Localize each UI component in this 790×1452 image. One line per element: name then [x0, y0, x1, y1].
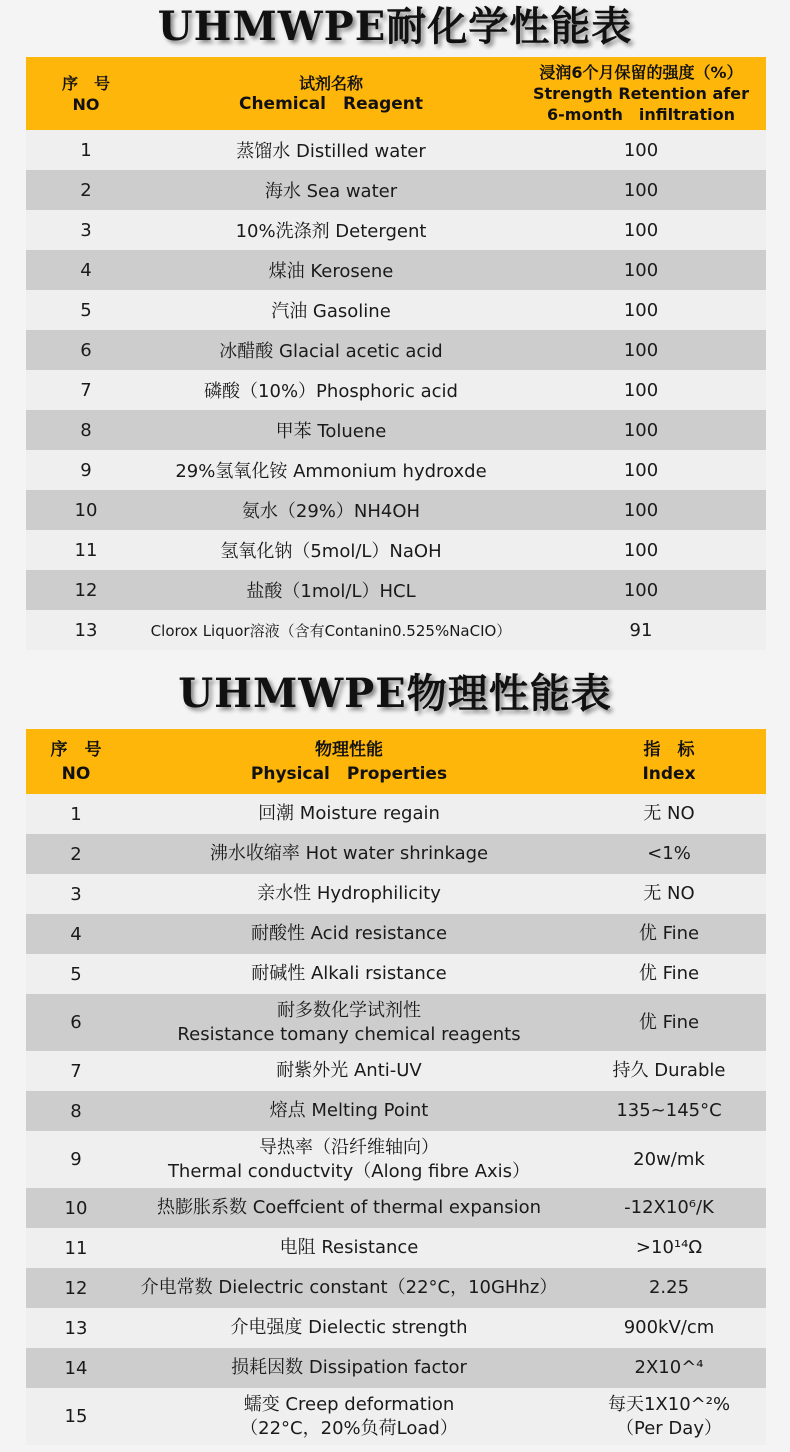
row-number: 10 — [64, 1197, 88, 1219]
row-number: 14 — [64, 1357, 88, 1379]
property-name-line1: 介电常数 Dielectric constant（22°C，10GHhz） — [140, 1277, 558, 1298]
row-number: 4 — [80, 259, 92, 281]
header-property-en: Physical Properties — [250, 763, 448, 784]
row-number: 9 — [70, 1149, 82, 1170]
table-row — [26, 410, 766, 450]
index-value — [572, 1099, 766, 1123]
property-name — [126, 1393, 572, 1441]
header-retention-line1: 浸润6个月保留的强度（%） — [539, 63, 743, 82]
row-number: 3 — [80, 219, 92, 241]
table-body — [26, 130, 766, 650]
index-value — [572, 882, 766, 906]
property-name — [126, 1356, 572, 1380]
index-value — [572, 842, 766, 866]
header-no — [26, 738, 126, 786]
reagent-name: 汽油 Gasoline — [271, 301, 391, 322]
header-retention-line3: 6-month infiltration — [547, 105, 735, 124]
table-row — [26, 170, 766, 210]
property-name — [126, 1276, 572, 1300]
row-number: 15 — [64, 1406, 88, 1427]
row-number: 5 — [80, 299, 92, 321]
table-row — [26, 834, 766, 874]
property-name — [126, 1136, 572, 1184]
index-value — [572, 922, 766, 946]
row-number: 7 — [70, 1060, 82, 1082]
retention-value: 100 — [623, 339, 659, 361]
reagent-name: Clorox Liquor溶液（含有Contanin0.525%NaCIO） — [150, 621, 512, 640]
index-value — [572, 1011, 766, 1035]
reagent-name: 海水 Sea water — [264, 181, 398, 202]
row-number: 11 — [74, 539, 98, 561]
property-name — [126, 882, 572, 906]
property-name — [126, 802, 572, 826]
retention-value: 100 — [623, 179, 659, 201]
index-value-line1: 优 Fine — [638, 923, 700, 944]
property-name — [126, 1196, 572, 1220]
header-index-cn: 指 标 — [643, 739, 695, 760]
header-retention — [516, 62, 766, 125]
table-row — [26, 130, 766, 170]
property-name-line1: 耐碱性 Alkali rsistance — [251, 963, 447, 984]
row-number: 4 — [70, 923, 82, 945]
index-value — [572, 1393, 766, 1441]
reagent-name: 冰醋酸 Glacial acetic acid — [219, 341, 443, 362]
row-number: 3 — [70, 883, 82, 905]
physical-table-title: UHMWPE物理性能表 — [178, 670, 612, 717]
property-name-line1: 耐多数化学试剂性 — [277, 999, 421, 1021]
table-row — [26, 530, 766, 570]
index-value — [572, 962, 766, 986]
header-no-cn: 序 号 — [50, 739, 102, 760]
header-no-en: NO — [72, 94, 100, 114]
table-row — [26, 1131, 766, 1188]
table-row — [26, 250, 766, 290]
index-value — [572, 1196, 766, 1220]
table-row — [26, 914, 766, 954]
property-name — [126, 999, 572, 1047]
table-row — [26, 1348, 766, 1388]
table-row — [26, 994, 766, 1051]
table-row — [26, 610, 766, 650]
table-row — [26, 1308, 766, 1348]
property-name-line1: 介电强度 Dielectic strength — [230, 1317, 468, 1338]
property-name-line2: Thermal conductvity（Along fibre Axis） — [167, 1160, 531, 1182]
property-name-line1: 损耗因数 Dissipation factor — [231, 1357, 467, 1378]
property-name — [126, 962, 572, 986]
header-index-en: Index — [642, 763, 696, 784]
index-value — [572, 1059, 766, 1083]
index-value — [572, 1236, 766, 1260]
header-reagent-en: Chemical Reagent — [238, 93, 424, 114]
property-name — [126, 842, 572, 866]
table-header — [26, 57, 766, 130]
header-no — [26, 73, 146, 115]
reagent-name: 氢氧化钠（5mol/L）NaOH — [220, 541, 442, 562]
property-name-line1: 亲水性 Hydrophilicity — [257, 883, 441, 904]
row-number: 11 — [64, 1237, 88, 1259]
header-reagent-cn: 试剂名称 — [298, 73, 363, 93]
chemical-table-title: UHMWPE耐化学性能表 — [157, 3, 633, 50]
property-name — [126, 1236, 572, 1260]
index-value-line2: （Per Day） — [616, 1417, 722, 1439]
index-value-line1: 持久 Durable — [612, 1060, 726, 1081]
index-value-line1: <1% — [647, 843, 691, 864]
row-number: 9 — [80, 459, 92, 481]
retention-value: 100 — [623, 459, 659, 481]
property-name — [126, 922, 572, 946]
reagent-name: 磷酸（10%）Phosphoric acid — [204, 381, 458, 402]
property-name-line1: 耐酸性 Acid resistance — [250, 923, 448, 944]
index-value-line1: 135~145°C — [616, 1100, 722, 1121]
row-number: 2 — [70, 843, 82, 865]
reagent-name: 甲苯 Toluene — [275, 421, 387, 442]
index-value-line1: -12X10⁶/K — [624, 1197, 714, 1218]
index-value-line1: 900kV/cm — [623, 1317, 715, 1338]
header-index — [572, 738, 766, 786]
row-number: 12 — [74, 579, 98, 601]
retention-value: 100 — [623, 299, 659, 321]
property-name-line1: 耐紫外光 Anti-UV — [276, 1060, 422, 1081]
row-number: 13 — [64, 1317, 88, 1339]
row-number: 10 — [74, 499, 98, 521]
property-name-line1: 蠕变 Creep deformation — [243, 1393, 455, 1415]
table-body — [26, 794, 766, 1445]
retention-value: 100 — [623, 539, 659, 561]
reagent-name: 煤油 Kerosene — [268, 261, 394, 282]
table-row — [26, 490, 766, 530]
header-retention-line2: Strength Retention afer — [532, 84, 749, 103]
property-name-line2: （22°C，20%负荷Load） — [240, 1417, 458, 1439]
retention-value: 100 — [623, 579, 659, 601]
index-value — [572, 1148, 766, 1172]
retention-value: 100 — [623, 379, 659, 401]
property-name — [126, 1099, 572, 1123]
row-number: 6 — [80, 339, 92, 361]
index-value-line1: 每天1X10^²% — [607, 1393, 731, 1415]
index-value — [572, 1276, 766, 1300]
table-row — [26, 1268, 766, 1308]
property-name-line1: 热膨胀系数 Coeffcient of thermal expansion — [157, 1197, 541, 1218]
property-name — [126, 1316, 572, 1340]
table-row — [26, 1188, 766, 1228]
table-row — [26, 1051, 766, 1091]
reagent-name: 蒸馏水 Distilled water — [236, 141, 426, 162]
reagent-name: 盐酸（1mol/L）HCL — [246, 581, 416, 602]
table-row — [26, 570, 766, 610]
row-number: 13 — [74, 619, 98, 641]
property-name-line2: Resistance tomany chemical reagents — [177, 1023, 521, 1045]
table-row — [26, 1091, 766, 1131]
table-row — [26, 1228, 766, 1268]
row-number: 2 — [80, 179, 92, 201]
table-row — [26, 1388, 766, 1445]
header-property — [126, 738, 572, 786]
table-row — [26, 370, 766, 410]
table-header — [26, 729, 766, 794]
index-value-line1: 2.25 — [648, 1277, 690, 1298]
table-row — [26, 290, 766, 330]
property-name-line1: 沸水收缩率 Hot water shrinkage — [209, 843, 489, 864]
header-no-en: NO — [61, 763, 91, 784]
row-number: 1 — [80, 139, 92, 161]
row-number: 5 — [70, 963, 82, 985]
index-value-line1: 2X10^⁴ — [634, 1357, 704, 1378]
reagent-name: 氨水（29%）NH4OH — [241, 501, 421, 522]
row-number: 8 — [80, 419, 92, 441]
table-row — [26, 954, 766, 994]
index-value-line1: 优 Fine — [638, 1011, 700, 1033]
index-value-line1: 无 NO — [643, 803, 695, 824]
table-row — [26, 794, 766, 834]
retention-value: 100 — [623, 139, 659, 161]
table-row — [26, 450, 766, 490]
property-name-line1: 电阻 Resistance — [279, 1237, 419, 1258]
retention-value: 100 — [623, 259, 659, 281]
header-reagent — [146, 73, 516, 115]
index-value-line1: >10¹⁴Ω — [635, 1237, 703, 1258]
property-name-line1: 导热率（沿纤维轴向） — [259, 1136, 439, 1158]
retention-value: 100 — [623, 219, 659, 241]
row-number: 12 — [64, 1277, 88, 1299]
retention-value: 91 — [629, 619, 653, 641]
reagent-name: 10%洗涤剂 Detergent — [235, 221, 427, 242]
table-row — [26, 210, 766, 250]
index-value — [572, 1316, 766, 1340]
chemical-resistance-table — [26, 57, 766, 650]
retention-value: 100 — [623, 419, 659, 441]
row-number: 8 — [70, 1100, 82, 1122]
retention-value: 100 — [623, 499, 659, 521]
physical-properties-table — [26, 729, 766, 1445]
row-number: 1 — [70, 803, 82, 825]
row-number: 6 — [70, 1012, 82, 1033]
index-value-line1: 无 NO — [643, 883, 695, 904]
table-row — [26, 874, 766, 914]
header-no-cn: 序 号 — [61, 73, 110, 93]
index-value-line1: 优 Fine — [638, 963, 700, 984]
table-row — [26, 330, 766, 370]
property-name-line1: 回潮 Moisture regain — [258, 803, 440, 824]
property-name — [126, 1059, 572, 1083]
index-value — [572, 1356, 766, 1380]
property-name-line1: 熔点 Melting Point — [269, 1100, 429, 1121]
header-property-cn: 物理性能 — [315, 739, 383, 760]
row-number: 7 — [80, 379, 92, 401]
index-value-line1: 20w/mk — [633, 1148, 705, 1170]
index-value — [572, 802, 766, 826]
reagent-name: 29%氢氧化铵 Ammonium hydroxde — [175, 461, 487, 482]
